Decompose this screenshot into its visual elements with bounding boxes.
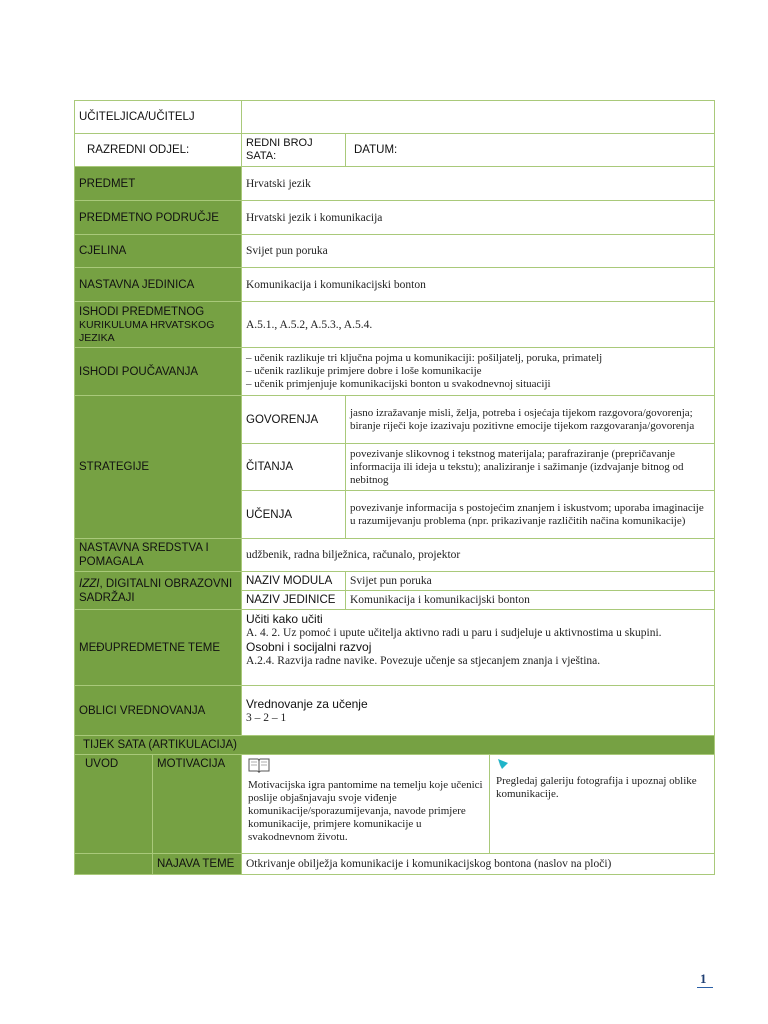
curriculum-outcomes-label-line1: ISHODI PREDMETNOG [79, 305, 205, 318]
teaching-outcome-item: – učenik primjenjuje komunikacijski bonton u svakodnevnoj situaciji [246, 378, 551, 390]
strategy-speaking-label: GOVORENJA [242, 396, 346, 444]
gallery-text: Pregledaj galeriju fotografija i upoznaj oblike komunikacije. [496, 775, 697, 800]
curriculum-outcomes-label [75, 302, 242, 348]
motivation-text: Motivacijska igra pantomime na temelju koje učenici poslije objašnjavaju svoje viđenje komunikacije/sporazumijevanja, navode primjere komunikacije, primjere komunikacije u svakodnevnom životu. [248, 779, 483, 843]
cross-topics-label: MEĐUPREDMETNE TEME [75, 610, 242, 686]
cross-topic-text: A.2.4. Razvija radne navike. Povezuje učenje sa stjecanjem znanja i vještina. [246, 655, 601, 667]
page-number: 1 [700, 971, 707, 986]
lesson-flow-title: TIJEK SATA (ARTIKULACIJA) [75, 736, 715, 755]
announce-text: Otkrivanje obilježja komunikacije i komunikacijskog bontona (naslov na ploči) [242, 854, 715, 875]
evaluation-content [242, 686, 715, 736]
page-number-underline [697, 987, 713, 988]
strategy-speaking-text: jasno izražavanje misli, želja, potreba i osjećaja tijekom razgovora/govorenja; biranje riječi koje izazivaju pozitivne emocije tijekom razgovaranja/govorenja [346, 396, 715, 444]
intro-spacer [75, 854, 153, 875]
subject-label: PREDMET [75, 167, 242, 201]
curriculum-outcomes-value: A.5.1., A.5.2, A.5.3., A.5.4. [242, 302, 715, 348]
strategy-reading-label: ČITANJA [242, 444, 346, 491]
play-icon[interactable] [496, 757, 708, 775]
domain-label: PREDMETNO PODRUČJE [75, 201, 242, 235]
cross-topic-heading: Učiti kako učiti [246, 612, 323, 626]
lesson-number-label: REDNI BROJ SATA: [242, 134, 346, 167]
cross-topic-text: A. 4. 2. Uz pomoć i upute učitelja aktivno radi u paru i sudjeluje u aktivnostima u skupini. [246, 627, 662, 639]
motivation-cell [242, 755, 490, 854]
unit-label: CJELINA [75, 235, 242, 268]
teaching-outcomes-label: ISHODI POUČAVANJA [75, 348, 242, 396]
lesson-plan [74, 100, 714, 875]
teaching-outcomes-list [242, 348, 715, 396]
strategies-label: STRATEGIJE [75, 396, 242, 539]
evaluation-label: OBLICI VREDNOVANJA [75, 686, 242, 736]
lesson-plan-table [74, 100, 715, 755]
cross-topics-content [242, 610, 715, 686]
date-label: DATUM: [346, 134, 715, 167]
gallery-cell [490, 755, 715, 854]
evaluation-heading: Vrednovanje za učenje [246, 696, 368, 711]
lesson-label: NASTAVNA JEDINICA [75, 268, 242, 302]
izzi-label [75, 572, 242, 610]
module-name-label: NAZIV MODULA [242, 572, 346, 591]
izzi-label-brand: IZZI [79, 577, 100, 590]
teaching-outcome-item: – učenik razlikuje primjere dobre i loše komunikacije [246, 365, 482, 377]
lesson-value: Komunikacija i komunikacijski bonton [242, 268, 715, 302]
materials-value: udžbenik, radna bilježnica, računalo, projektor [242, 539, 715, 572]
materials-label: NASTAVNA SREDSTVA I POMAGALA [75, 539, 242, 572]
evaluation-value: 3 – 2 – 1 [246, 711, 287, 724]
module-name-value: Svijet pun poruka [346, 572, 715, 591]
teacher-field[interactable] [242, 101, 715, 134]
motivation-label: MOTIVACIJA [153, 755, 242, 854]
unit-name-value: Komunikacija i komunikacijski bonton [346, 591, 715, 610]
strategy-reading-text: povezivanje slikovnog i tekstnog materijala; parafraziranje (prepričavanje informacija ili ideja u tekstu); analiziranje i sažimanje (izdvajanje bitnog od nebitnog [346, 444, 715, 491]
strategy-learning-text: povezivanje informacija s postojećim znanjem i iskustvom; uporaba imaginacije u razumijevanju problema (npr. prikazivanje različitih načina komunikacije) [346, 491, 715, 539]
strategy-learning-label: UČENJA [242, 491, 346, 539]
lesson-flow-table [74, 754, 715, 875]
cross-topic-heading: Osobni i socijalni razvoj [246, 640, 372, 654]
teaching-outcome-item: – učenik razlikuje tri ključna pojma u komunikaciji: pošiljatelj, poruka, primatelj [246, 352, 603, 364]
izzi-label-rest: , DIGITALNI OBRAZOVNI SADRŽAJI [79, 577, 233, 604]
book-icon [248, 757, 483, 777]
curriculum-outcomes-label-line2: KURIKULUMA HRVATSKOG JEZIKA [79, 318, 215, 344]
announce-label: NAJAVA TEME [153, 854, 242, 875]
intro-label: UVOD [75, 755, 153, 854]
unit-value: Svijet pun poruka [242, 235, 715, 268]
teacher-label: UČITELJICA/UČITELJ [75, 101, 242, 134]
subject-value: Hrvatski jezik [242, 167, 715, 201]
class-label: RAZREDNI ODJEL: [75, 134, 242, 167]
unit-name-label: NAZIV JEDINICE [242, 591, 346, 610]
domain-value: Hrvatski jezik i komunikacija [242, 201, 715, 235]
